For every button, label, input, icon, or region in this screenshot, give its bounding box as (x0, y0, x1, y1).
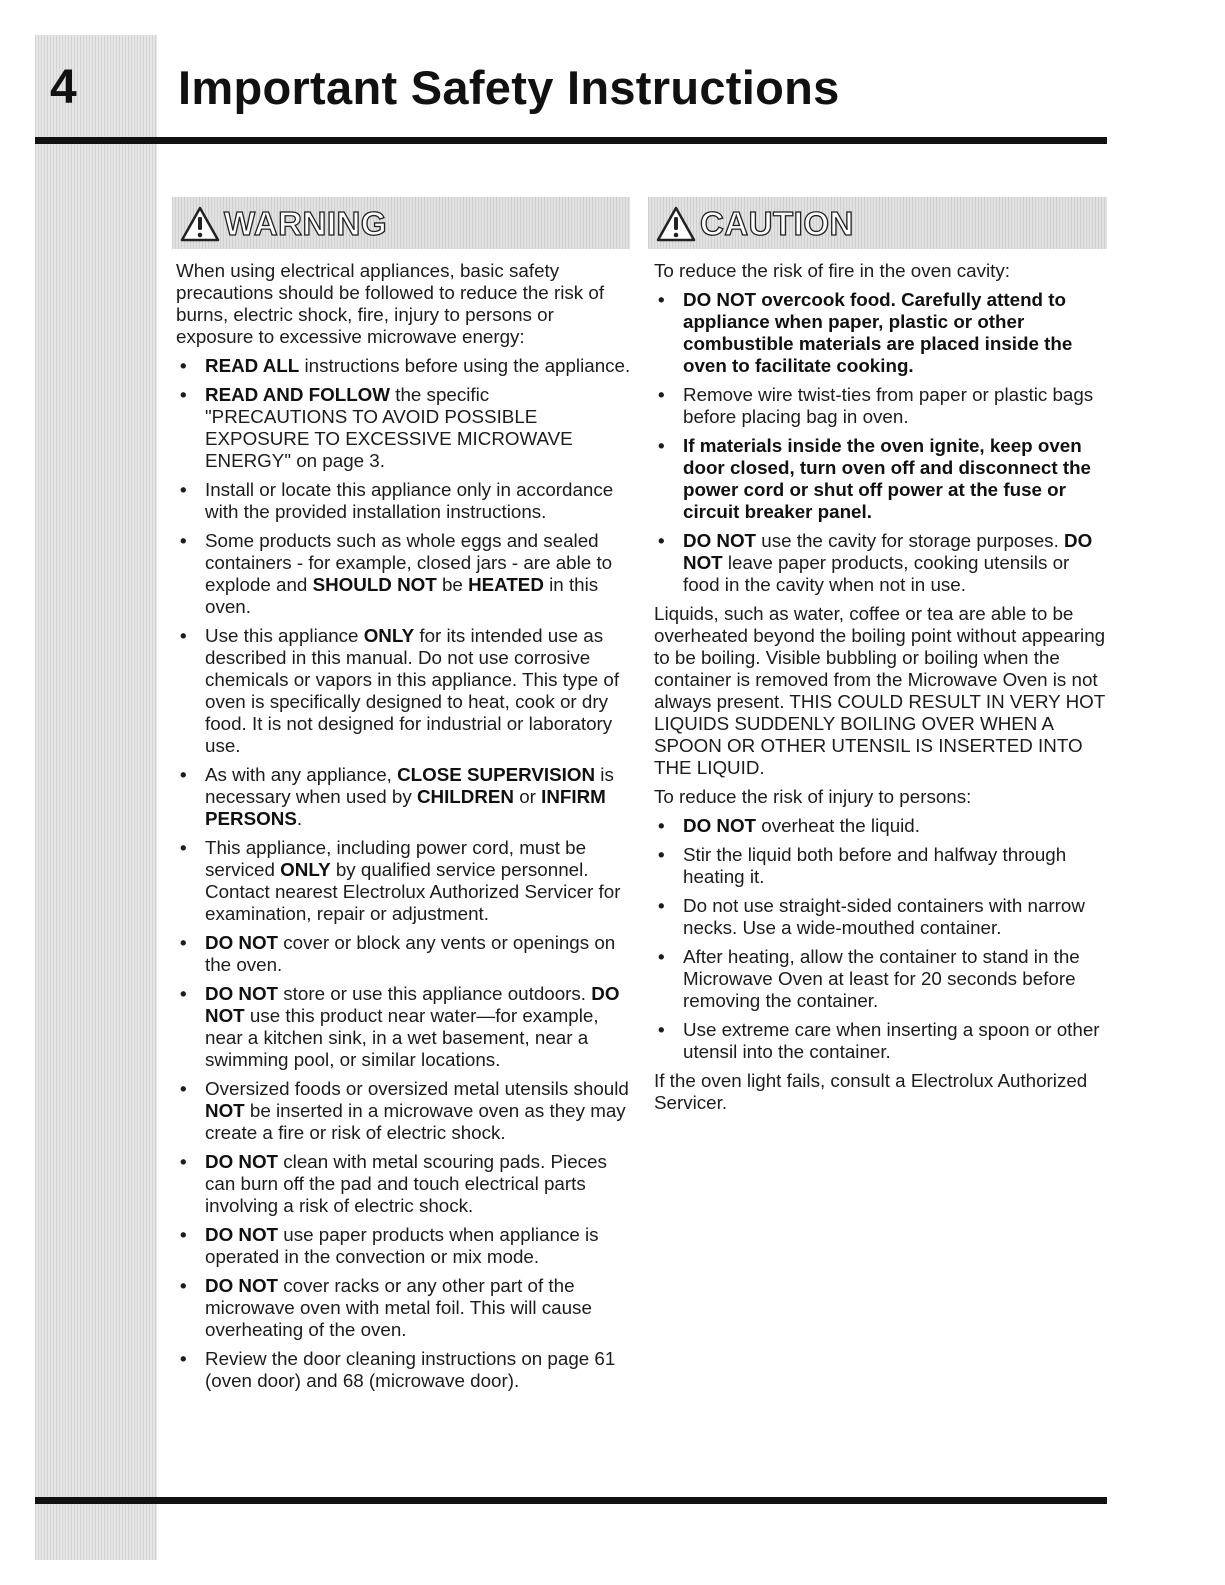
list-item (176, 1078, 632, 1144)
body-text: in this oven. (205, 574, 599, 617)
emphasis-text: READ ALL (205, 355, 300, 376)
list-item (654, 815, 1110, 837)
body-text: use paper products when appliance is operated in the convection or mix mode. (205, 1224, 599, 1267)
list-item (176, 1224, 632, 1268)
liquids-paragraph: Liquids, such as water, coffee or tea are able to be overheated beyond the boiling point without appearing to be boiling. Visible bubbling or boiling when the container is removed from the Microwave Oven is not always present. THIS COULD RESULT IN VERY HOT LIQUIDS SUDDENLY BOILING OVER WHEN A SPOON OR OTHER UTENSIL IS INSERTED INTO THE LIQUID. (654, 603, 1106, 778)
list-item (654, 844, 1110, 888)
footer-divider (35, 1497, 1107, 1504)
warning-triangle-icon (656, 206, 696, 242)
list-item (176, 530, 632, 618)
header-divider (35, 137, 1107, 144)
list-item (176, 384, 632, 472)
warning-column (176, 260, 632, 1399)
body-text: store or use this appliance outdoors. (278, 983, 592, 1004)
caution-intro: To reduce the risk of fire in the oven cavity: (654, 260, 1010, 281)
list-item (654, 1019, 1110, 1063)
emphasis-text: DO NOT (205, 932, 279, 953)
body-text: Use extreme care when inserting a spoon or other utensil into the container. (683, 1019, 1100, 1062)
body-text: be (436, 574, 469, 595)
warning-banner (172, 197, 630, 249)
list-item (654, 384, 1110, 428)
body-text: instructions before using the appliance. (299, 355, 631, 376)
body-text: by qualified service personnel. Contact nearest Electrolux Authorized Servicer for examination, repair or adjustment. (205, 859, 621, 924)
list-item (176, 355, 632, 377)
emphasis-text: DO NOT (205, 1224, 279, 1245)
emphasis-text: DO NOT (683, 530, 1093, 573)
closing-paragraph: If the oven light fails, consult a Electrolux Authorized Servicer. (654, 1070, 1088, 1113)
body-text: use this product near water—for example, near a kitchen sink, in a wet basement, near a swimming pool, or similar locations. (205, 1005, 599, 1070)
emphasis-text: DO NOT overcook food. Carefully attend to appliance when paper, plastic or other combustible materials are placed inside the oven to facilitate cooking. (683, 289, 1073, 376)
body-text: cover racks or any other part of the microwave oven with metal foil. This will cause overheating of the oven. (205, 1275, 592, 1340)
body-text: Some products such as whole eggs and sealed containers - for example, closed jars - are able to explode and (205, 530, 613, 595)
list-item (176, 1151, 632, 1217)
emphasis-text: NOT (205, 1100, 245, 1121)
emphasis-text: DO NOT (205, 1275, 279, 1296)
caution-injury-list (654, 815, 1110, 1063)
caution-fire-list (654, 289, 1110, 596)
body-text: use the cavity for storage purposes. (756, 530, 1065, 551)
list-item (176, 479, 632, 523)
emphasis-text: DO NOT (683, 815, 757, 836)
body-text: As with any appliance, (205, 764, 398, 785)
page-number: 4 (50, 61, 77, 114)
body-text: Review the door cleaning instructions on page 61 (oven door) and 68 (microwave door). (205, 1348, 616, 1391)
list-item (176, 1275, 632, 1341)
emphasis-text: SHOULD NOT (312, 574, 437, 595)
page-sidebar (35, 35, 157, 1560)
warning-triangle-icon (180, 206, 220, 242)
emphasis-text: DO NOT (205, 1151, 279, 1172)
emphasis-text: ONLY (363, 625, 415, 646)
list-item (176, 932, 632, 976)
body-text: is necessary when used by (205, 764, 614, 807)
caution-banner (648, 197, 1107, 249)
emphasis-text: CLOSE SUPERVISION (397, 764, 596, 785)
list-item (176, 625, 632, 757)
body-text: or (513, 786, 542, 807)
emphasis-text: READ AND FOLLOW (205, 384, 391, 405)
emphasis-text: INFIRM PERSONS (205, 786, 606, 829)
body-text: the specific "PRECAUTIONS TO AVOID POSSIBLE EXPOSURE TO EXCESSIVE MICROWAVE ENERGY" on page 3. (205, 384, 573, 471)
list-item (654, 289, 1110, 377)
emphasis-text: DO NOT (205, 983, 620, 1026)
body-text: Use this appliance (205, 625, 364, 646)
body-text: Do not use straight-sided containers with narrow necks. Use a wide-mouthed container. (683, 895, 1085, 938)
emphasis-text: ONLY (280, 859, 331, 880)
body-text: for its intended use as described in this manual. Do not use corrosive chemicals or vapors in this appliance. This type of oven is specifically designed to heat, cook or dry food. It is not designed for industrial or laboratory use. (205, 625, 620, 756)
list-item (654, 435, 1110, 523)
list-item (176, 837, 632, 925)
warning-intro: When using electrical appliances, basic safety precautions should be followed to reduce the risk of burns, electric shock, fire, injury to persons or exposure to excessive microwave energy: (176, 260, 605, 347)
emphasis-text: DO NOT (683, 530, 757, 551)
body-text: cover or block any vents or openings on the oven. (205, 932, 616, 975)
emphasis-text: CHILDREN (416, 786, 514, 807)
body-text: leave paper products, cooking utensils or food in the cavity when not in use. (683, 552, 1070, 595)
emphasis-text: HEATED (468, 574, 544, 595)
list-item (176, 1348, 632, 1392)
injury-intro: To reduce the risk of injury to persons: (654, 786, 972, 807)
page-title: Important Safety Instructions (178, 61, 840, 114)
body-text: Remove wire twist-ties from paper or plastic bags before placing bag in oven. (683, 384, 1094, 427)
body-text: . (296, 808, 303, 829)
body-text: Stir the liquid both before and halfway through heating it. (683, 844, 1067, 887)
list-item (176, 983, 632, 1071)
body-text: be inserted in a microwave oven as they may create a fire or risk of electric shock. (205, 1100, 626, 1143)
body-text: overheat the liquid. (756, 815, 920, 836)
emphasis-text: If materials inside the oven ignite, keep oven door closed, turn oven off and disconnect the power cord or shut off power at the fuse or circuit breaker panel. (683, 435, 1091, 522)
caution-title: CAUTION (700, 205, 854, 242)
list-item (176, 764, 632, 830)
body-text: Oversized foods or oversized metal utensils should (205, 1078, 629, 1099)
list-item (654, 895, 1110, 939)
list-item (654, 530, 1110, 596)
warning-title: WARNING (224, 205, 387, 242)
body-text: Install or locate this appliance only in accordance with the provided installation instructions. (205, 479, 614, 522)
body-text: clean with metal scouring pads. Pieces can burn off the pad and touch electrical parts involving a risk of electric shock. (205, 1151, 607, 1216)
caution-column (654, 260, 1110, 1121)
warning-list (176, 355, 632, 1392)
list-item (654, 946, 1110, 1012)
body-text: This appliance, including power cord, must be serviced (205, 837, 587, 880)
body-text: After heating, allow the container to stand in the Microwave Oven at least for 20 seconds before removing the container. (683, 946, 1080, 1011)
emphasis-text: DO NOT (205, 983, 279, 1004)
